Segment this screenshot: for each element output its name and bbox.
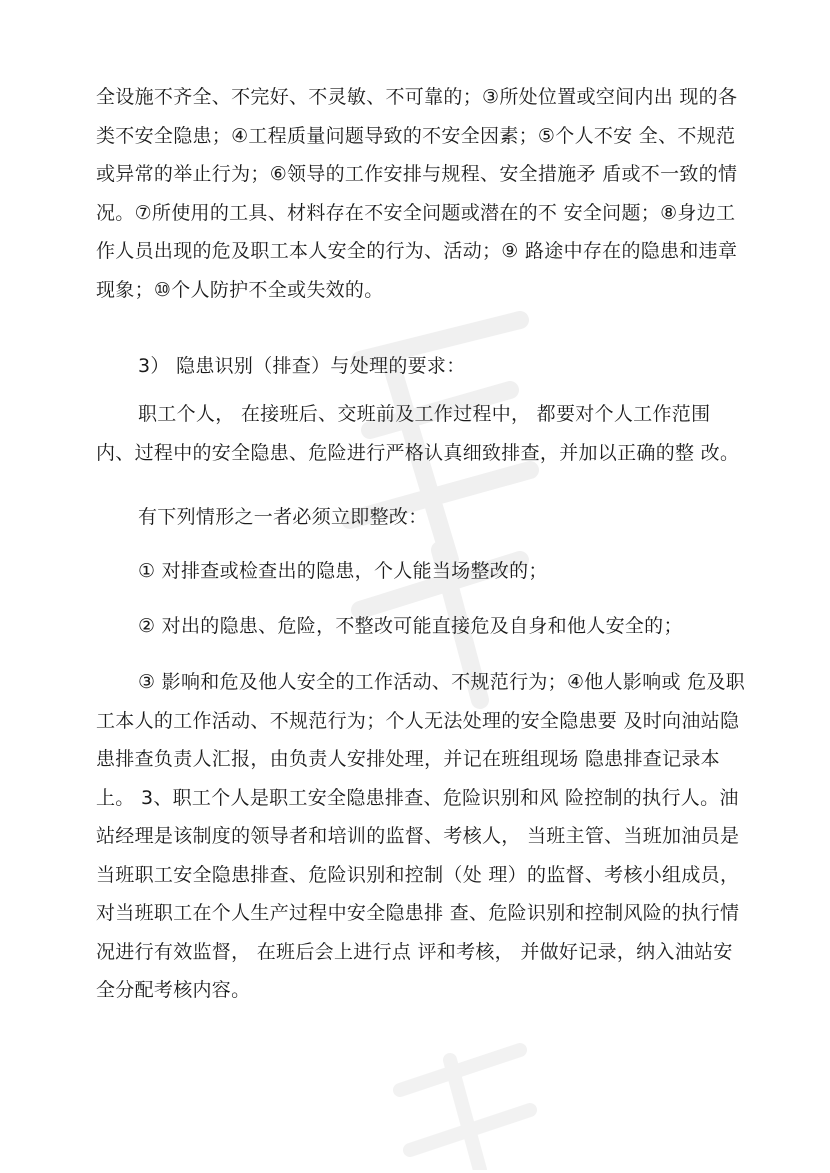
section-heading-requirements: 3） 隐患识别（排查）与处理的要求： <box>138 355 466 377</box>
paragraph-hazard-list: 全设施不齐全、不完好、不灵敏、不可靠的；③所处位置或空间内出 现的各类不安全隐患；④工程质量问题导致的不安全因素；⑤个人不安 全、不规范或异常的举止行为；⑥领导的工作安排与规程、安全措施矛 盾或不一致的情况。⑦所使用的工具、材料存在不安全问题或潜在的不 安全问题；⑧身边工作人员出现的危及职工本人安全的行为、活动；⑨ 路途中存在的隐患和违章现象；⑩个人防护不全或失效的。 <box>96 86 738 301</box>
paragraph-staff-inspection: 职工个人， 在接班后、交班前及工作过程中， 都要对个人工作范围 内、过程中的安全隐患、危险进行严格认真细致排查，并加以正确的整 改。 <box>96 403 740 464</box>
paragraph-rectify-conditions: 有下列情形之一者必须立即整改： <box>138 506 428 528</box>
watermark-graphic-bottom <box>380 1030 540 1170</box>
paragraph-rectify-3-and-responsibilities: ③ 影响和危及他人安全的工作活动、不规范行为；④他人影响或 危及职工本人的工作活动、不规范行为；个人无法处理的安全隐患要 及时向油站隐患排查负责人汇报，由负责人安排处理，并记在班组现场 隐患排查记录本上。 3、职工个人是职工安全隐患排查、危险识别和风 险控制的执行人。油站经理是该制度的领导者和培训的监督、考核人， 当班主管、当班加油员是当班职工安全隐患排查、危险识别和控制（处 理）的监督、考核小组成员，对当班职工在个人生产过程中安全隐患排 查、危险识别和控制风险的执行情况进行有效监督， 在班后会上进行点 评和考核， 并做好记录，纳入油站安全分配考核内容。 <box>96 671 746 1001</box>
list-item-rectify-2: ② 对出的隐患、危险，不整改可能直接危及自身和他人安全的； <box>138 615 683 637</box>
list-item-rectify-1: ① 对排查或检查出的隐患，个人能当场整改的； <box>138 560 548 582</box>
